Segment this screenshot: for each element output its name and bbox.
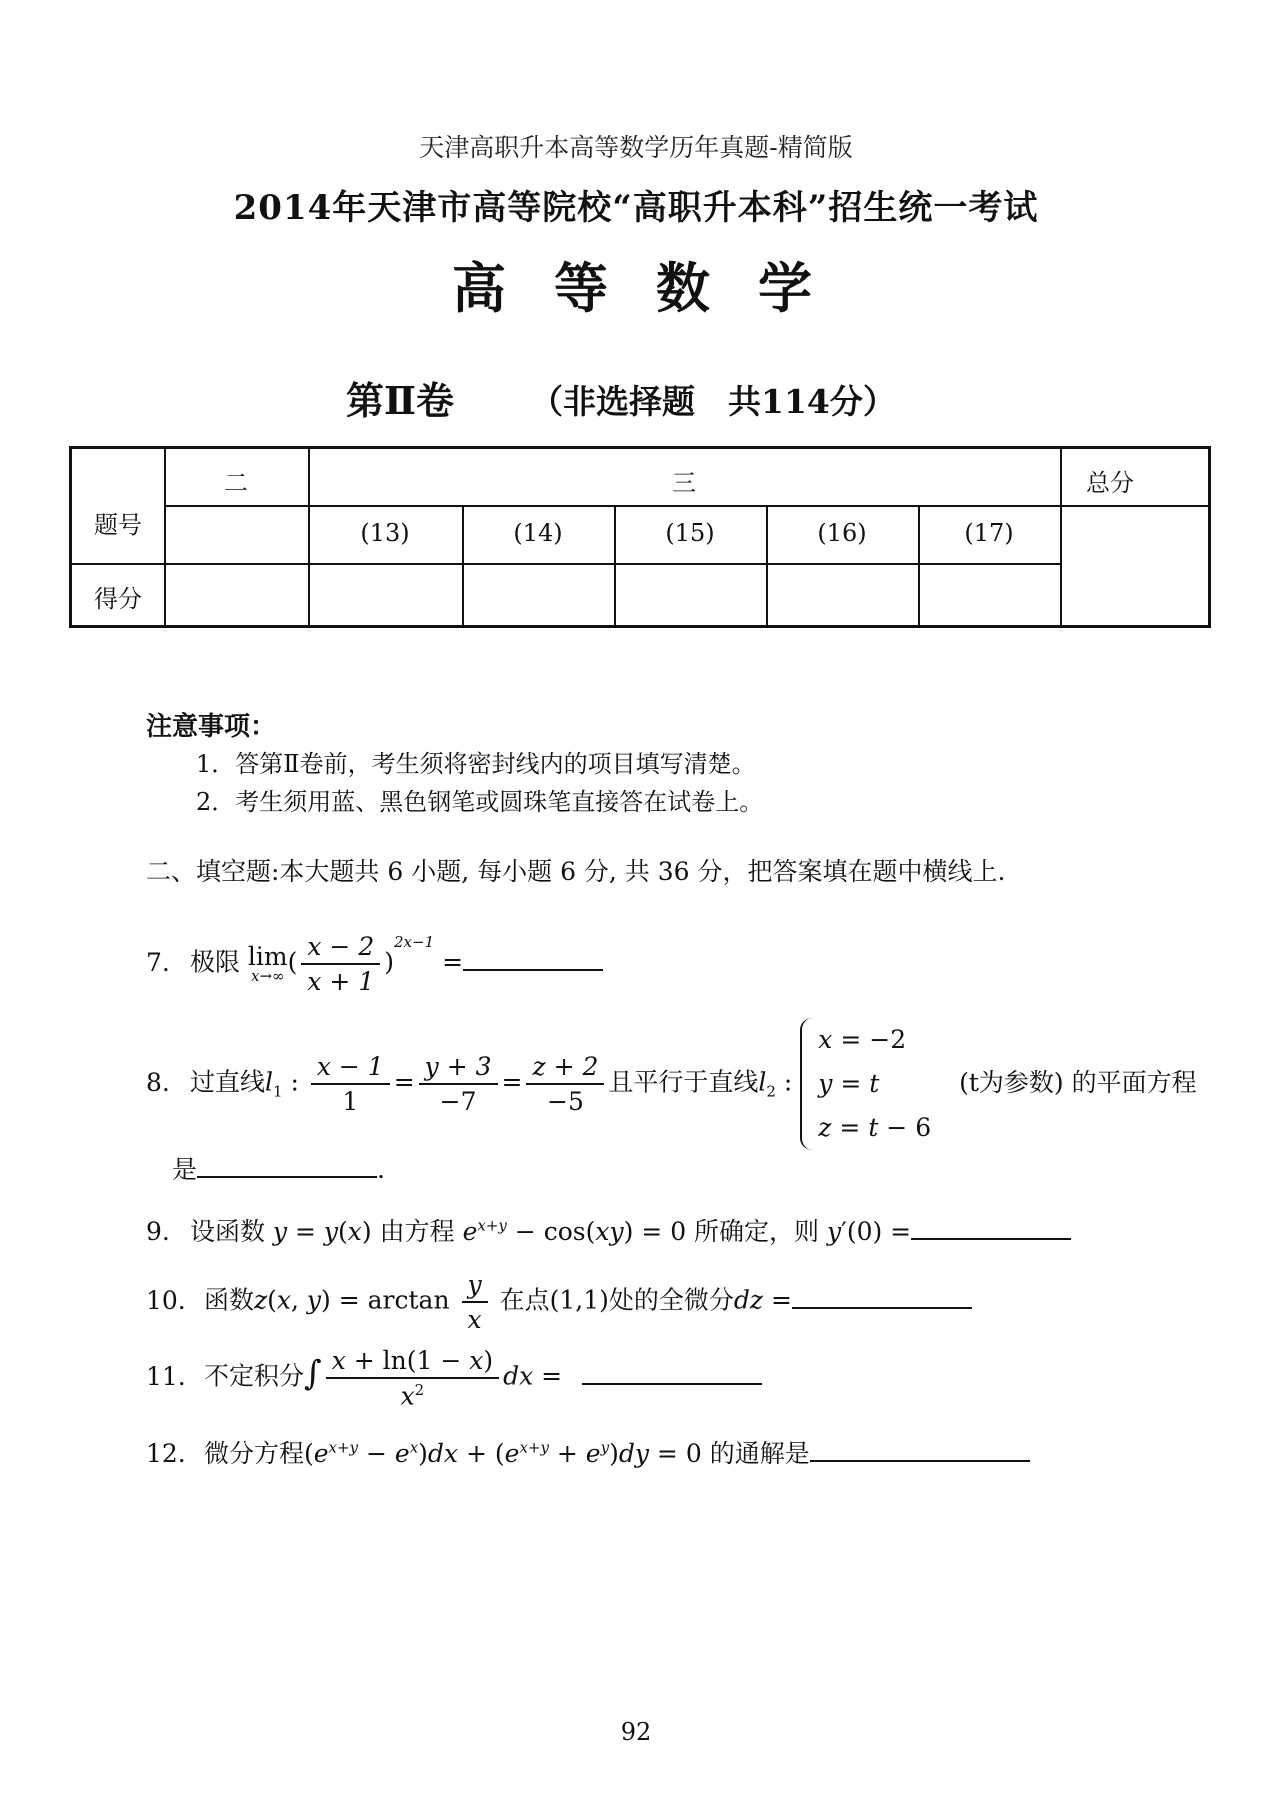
volume-label: 第Ⅱ卷 [346, 378, 455, 423]
question-text: 极限 [189, 947, 240, 977]
sub-question-13: (13) [360, 519, 410, 547]
exam-title: 2014年天津市高等院校“高职升本科”招生统一考试 [233, 188, 1039, 228]
question-number: 9. [146, 1217, 170, 1246]
question-12: 12. 微分方程$(e^{x+y} - e^x)dx + (e^{x+y} + e^y)dy = 0$ 的通解是 [146, 1434, 1030, 1470]
page-number: 92 [620, 1718, 652, 1746]
notice-item: 1．答第Ⅱ卷前，考生须将密封线内的项目填写清楚。 [196, 750, 756, 778]
question-8: 8. 过直线$l_1$ : $\frac{x - 1}{1}$ = $\frac{y + 3}{-7}$ = $\frac{z + 2}{-5}$ 且平行于直线$l_2$ : x = −2 y = t z = t − 6 (t为参数) 的平面方程 [146, 1018, 1197, 1150]
row-label-number: 题号 [94, 511, 142, 539]
notice-item: 2．考生须用蓝、黑色钢笔或圆珠笔直接答在试卷上。 [196, 788, 764, 816]
question-number: 11. [146, 1361, 186, 1391]
question-number: 12. [146, 1439, 186, 1468]
sub-question-17: (17) [964, 519, 1014, 547]
question-number: 10. [146, 1285, 186, 1315]
question-11: 11. 不定积分∫ $\frac{x + \ln(1 - x)}{x^2}$ dx = [146, 1346, 762, 1410]
section-two-header: 二 [224, 469, 248, 497]
section-two-heading: 二、填空题:本大题共 6 小题, 每小题 6 分, 共 36 分，把答案填在题中横线上. [146, 857, 1006, 886]
sub-question-14: (14) [513, 519, 563, 547]
question-number: 7. [146, 947, 170, 977]
subject-title: 高等数学 [452, 256, 860, 320]
question-10: 10. 函数z(x, y) = arctan $\frac{y}{x}$ 在点(1,1)处的全微分dz = [146, 1270, 972, 1334]
section-three-header: 三 [672, 469, 696, 497]
notice-title: 注意事项： [146, 712, 277, 742]
question-7: 7. 极限 lim x→∞ ( $\frac{x - 2}{x + 1}$ )$^{2x-1}$ = [146, 932, 603, 996]
question-number: 8. [146, 1067, 170, 1097]
volume-note: （非选择题 共114分） [530, 382, 896, 421]
question-8-continued: 是 . [172, 1155, 385, 1184]
total-header: 总分 [1086, 469, 1134, 497]
row-label-score: 得分 [94, 585, 142, 613]
score-table [69, 446, 1211, 628]
sub-question-16: (16) [817, 519, 867, 547]
header-note: 天津高职升本高等数学历年真题-精简版 [419, 133, 853, 162]
sub-question-15: (15) [665, 519, 715, 547]
question-9: 9. 设函数 y = y(x) 由方程 $e^{x+y} - \cos(xy) = 0$ 所确定，则 y′(0) = [146, 1212, 1071, 1248]
